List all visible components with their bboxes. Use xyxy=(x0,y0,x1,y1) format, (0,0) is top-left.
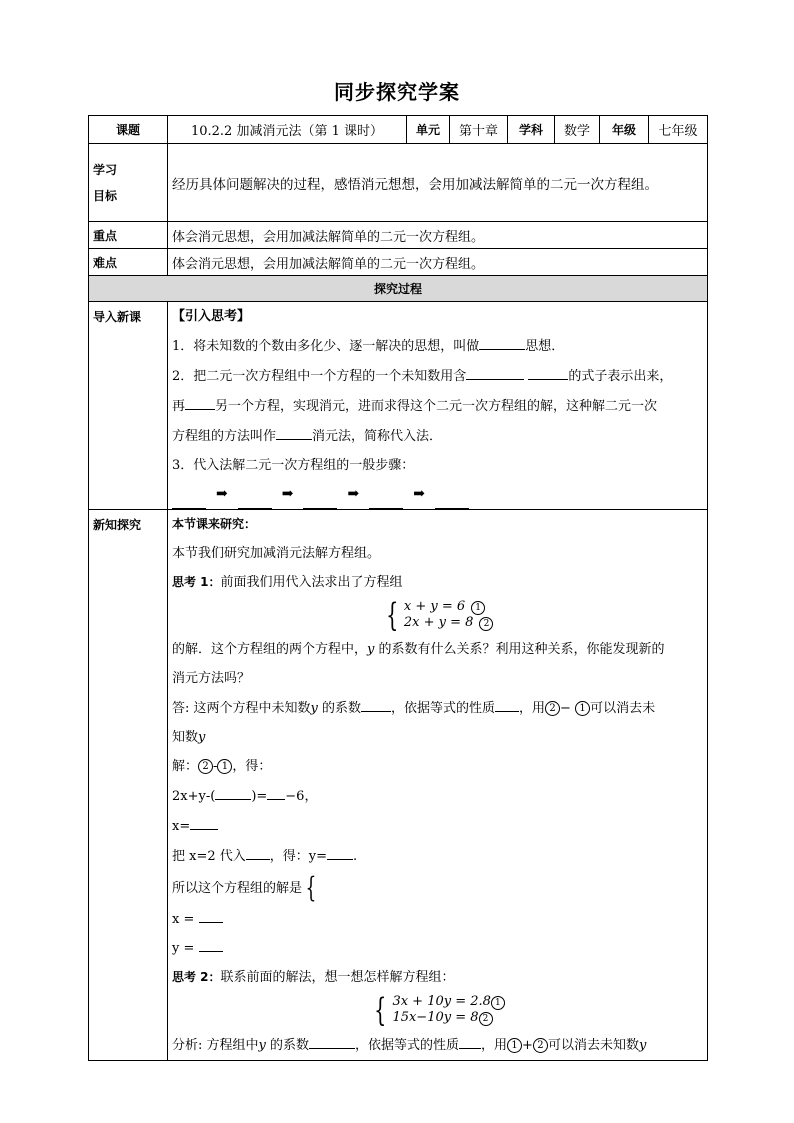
arrow-right-icon: ➡ xyxy=(281,486,294,502)
solution-line1: 2x+y-( )= −6， xyxy=(172,781,703,811)
difficult-text: 体会消元思想，会用加减法解简单的二元一次方程组。 xyxy=(168,249,708,276)
think1: 思考 1：前面我们用代入法求出了方程组 xyxy=(172,575,403,590)
lesson-value: 10.2.2 加减消元法（第 1 课时） xyxy=(168,116,407,144)
goals-label xyxy=(89,144,168,222)
arrow-right-icon: ➡ xyxy=(216,486,228,502)
analysis-line: 分析: 方程组中y 的系数 ，依据等式的性质 ，用 1 + 2 可以消去未知数y xyxy=(172,1030,703,1060)
step-blank xyxy=(238,490,272,509)
grade-key: 年级 xyxy=(600,116,649,144)
answer-line2: 知数y xyxy=(172,730,206,745)
newknow-label: 新知探究 xyxy=(89,510,168,1061)
equation-system-1: { x + y = 6 1 2x + y = 8 2 xyxy=(172,599,703,631)
arrow-right-icon: ➡ xyxy=(347,486,360,502)
intro-q2-line3: 方程组的方法叫作 消元法，简称代入法． xyxy=(172,421,703,451)
process-header: 探究过程 xyxy=(89,276,708,302)
goals-label-line1: 学习 xyxy=(93,162,118,177)
step-blank xyxy=(369,490,403,509)
intro-content xyxy=(168,302,708,510)
intro-heading: 【引入思考】 xyxy=(172,309,251,324)
key-text: 体会消元思想，会用加减法解简单的二元一次方程组。 xyxy=(168,222,708,249)
step-blank xyxy=(172,490,206,509)
grade-value: 七年级 xyxy=(649,116,708,144)
solution-line3: 把 x=2 代入 ，得：y= . xyxy=(172,841,703,871)
solution-line2: x= xyxy=(172,811,703,841)
intro-q2-line1: 2．把二元一次方程组中一个方程的一个未知数用含 的式子表示出来， xyxy=(172,361,703,391)
subject-value: 数学 xyxy=(555,116,600,144)
steps-row xyxy=(172,480,703,509)
think2: 思考 2：联系前面的解法，想一想怎样解方程组： xyxy=(172,970,455,985)
unit-key: 单元 xyxy=(407,116,450,144)
solution-system: 所以这个方程组的解是 { xyxy=(172,871,317,904)
key-label: 重点 xyxy=(89,222,168,249)
think1-question-line2: 消元方法吗？ xyxy=(172,671,251,686)
answer-line1: 答: 这两个方程中未知数y 的系数 ，依据等式的性质 ，用 2 − 1 可以消去未 xyxy=(172,693,703,723)
lesson-table xyxy=(88,115,708,1061)
goals-label-line2: 目标 xyxy=(93,188,118,203)
goals-text: 经历具体问题解决的过程，感悟消元想想，会用加减法解简单的二元一次方程组。 xyxy=(168,144,708,222)
step-blank xyxy=(303,490,337,509)
difficult-label: 难点 xyxy=(89,249,168,276)
intro-q3: 3．代入法解二元一次方程组的一般步骤： xyxy=(172,458,415,473)
intro-label: 导入新课 xyxy=(89,302,168,510)
arrow-right-icon: ➡ xyxy=(413,486,425,502)
lesson-key: 课题 xyxy=(89,116,168,144)
intro-q2-line2: 再 另一个方程，实现消元，进而求得这个二元一次方程组的解，这种解二元一次 xyxy=(172,391,703,421)
subject-key: 学科 xyxy=(508,116,555,144)
unit-value: 第十章 xyxy=(450,116,508,144)
research-heading: 本节课来研究： xyxy=(172,517,257,531)
think1-question-line1: 的解．这个方程组的两个方程中，y 的系数有什么关系？利用这种关系，你能发现新的 xyxy=(172,642,665,657)
intro-q1: 1．将未知数的个数由多化少、逐一解决的思想，叫做 思想． xyxy=(172,331,703,361)
newknow-content: 本节课来研究： 本节我们研究加减消元法解方程组。 思考 1：前面我们用代入法求出了方程组 { x + y = 6 1 2x + y = 8 2 的解．这个方程组的两个方程中，y 的系数有什么关系？利用这种关系，你能发现新的 消元方法吗？ 答: 这两个方程中未知数y 的系数 ，依据等式的性质 ，用 2 − 1 可以消去未 知数y 解： 2 - 1 ，得： 2x+y-( )= −6， x= 把 x=2 代入 ，得：y= . 所以这个方程组的解是 { x = y = 思考 2：联系前面的解法，想一想怎样解方程组： { 3x + 10y = 2.8 1 15x−10y = 8 2 分析: 方程组中y 的系数 ，依据等式的性质 ，用 1 + 2 可以消去未知数y xyxy=(168,510,708,1061)
equation-system-2: { 3x + 10y = 2.8 1 15x−10y = 8 2 xyxy=(172,994,703,1026)
page-title: 同步探究学案 xyxy=(334,80,460,104)
research-text: 本节我们研究加减消元法解方程组。 xyxy=(172,546,381,561)
step-blank xyxy=(435,490,469,509)
solution-start: 解： 2 - 1 ，得： xyxy=(172,759,272,774)
